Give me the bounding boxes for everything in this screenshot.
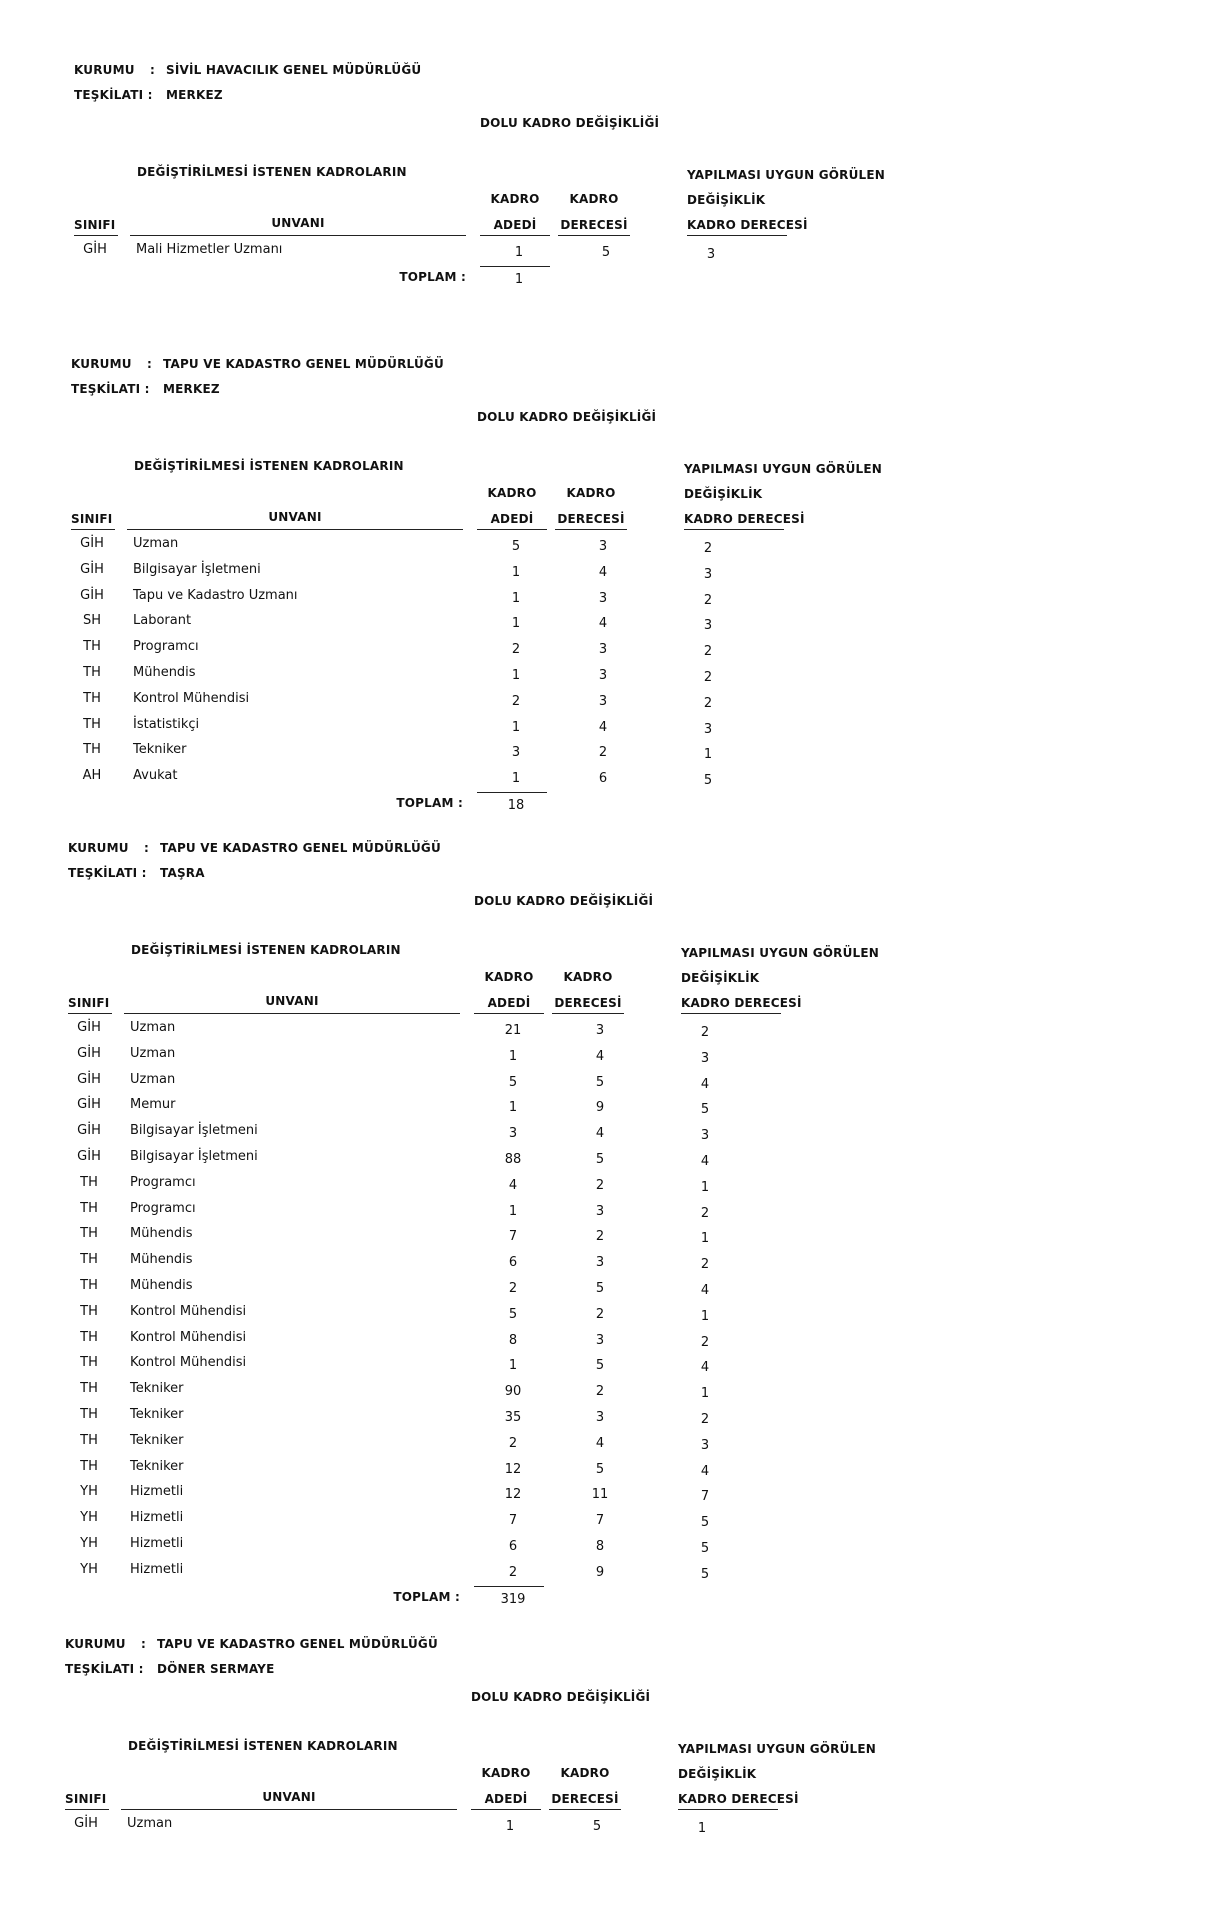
yapilmasi-header: YAPILMASI UYGUN GÖRÜLEN — [681, 946, 880, 960]
kurum-name: SİVİL HAVACILIK GENEL MÜDÜRLÜĞÜ — [166, 63, 422, 77]
yeni-derece-cell: 2 — [703, 541, 713, 556]
sinifi-header: SINIFI — [74, 218, 116, 232]
derece-cell: 2 — [595, 1229, 605, 1245]
kadro-header-adet: KADRO — [487, 486, 537, 500]
sinif-cell: TH — [80, 1226, 98, 1242]
unvan-cell: Tekniker — [130, 1381, 184, 1397]
yeni-derece-cell: 5 — [700, 1541, 710, 1556]
kadro-header-derece: KADRO — [563, 970, 613, 984]
yeni-derece-cell: 1 — [700, 1179, 710, 1195]
adedi-header: ADEDİ — [490, 512, 534, 526]
adet-cell: 1 — [508, 1358, 518, 1374]
degistirilmesi-header: DEĞİŞTİRİLMESİ İSTENEN KADROLARIN — [131, 943, 401, 957]
unvan-cell: Mühendis — [130, 1278, 193, 1293]
derecesi-header: DERECESİ — [560, 218, 628, 232]
yeni-derece-cell: 3 — [706, 247, 716, 262]
yeni-derece-cell: 3 — [700, 1128, 710, 1144]
yeni-derece-cell: 4 — [700, 1463, 710, 1479]
degisiklik-header: DEĞİŞİKLİK — [678, 1767, 757, 1781]
adet-cell: 4 — [508, 1177, 518, 1193]
sinif-cell: GİH — [80, 536, 104, 551]
yeni-derece-cell: 4 — [700, 1076, 710, 1092]
adet-cell: 12 — [504, 1461, 522, 1477]
adet-cell: 90 — [504, 1384, 522, 1400]
unvan-cell: Mühendis — [130, 1252, 193, 1268]
unvan-cell: Uzman — [130, 1071, 176, 1087]
unvan-cell: Hizmetli — [130, 1561, 184, 1577]
adet-cell: 1 — [511, 771, 521, 787]
yeni-derece-cell: 1 — [700, 1308, 710, 1324]
derece-cell: 8 — [595, 1539, 605, 1554]
adet-cell: 3 — [511, 745, 521, 761]
unvan-cell: Mühendis — [130, 1226, 193, 1242]
adedi-underline — [474, 1013, 544, 1014]
unvani-header: UNVANI — [268, 510, 322, 524]
degisiklik-header: DEĞİŞİKLİK — [684, 487, 763, 501]
sinif-cell: GİH — [77, 1045, 101, 1061]
yeni-derece-cell: 2 — [700, 1025, 710, 1040]
sinif-cell: GİH — [83, 242, 107, 257]
sinif-cell: TH — [80, 1432, 98, 1448]
unvan-cell: Kontrol Mühendisi — [133, 690, 250, 706]
yeni-derece-cell: 2 — [703, 592, 713, 608]
sinifi-underline — [71, 529, 115, 530]
toplam-label: TOPLAM : — [393, 1589, 460, 1604]
adet-cell: 21 — [504, 1023, 522, 1038]
sinif-cell: GİH — [77, 1149, 101, 1164]
yeni-derece-cell: 4 — [700, 1283, 710, 1298]
sinif-cell: TH — [80, 1278, 98, 1293]
derece-cell: 4 — [595, 1126, 605, 1142]
adet-cell: 7 — [508, 1229, 518, 1245]
adet-cell: 1 — [511, 564, 521, 580]
yapilmasi-header: YAPILMASI UYGUN GÖRÜLEN — [678, 1742, 877, 1756]
yeni-derece-cell: 3 — [703, 618, 713, 634]
unvan-cell: Mali Hizmetler Uzmanı — [136, 242, 283, 257]
adet-cell: 2 — [508, 1435, 518, 1451]
sinifi-header: SINIFI — [68, 996, 110, 1010]
unvan-cell: Tekniker — [130, 1458, 184, 1474]
kadro-derecesi-header: KADRO DERECESİ — [678, 1792, 799, 1806]
kadro-header-derece: KADRO — [569, 192, 619, 206]
unvan-cell: Programcı — [130, 1174, 196, 1190]
yapilmasi-header: YAPILMASI UYGUN GÖRÜLEN — [687, 168, 886, 182]
adet-cell: 1 — [505, 1819, 515, 1834]
sinifi-underline — [74, 235, 118, 236]
unvani-underline — [124, 1013, 460, 1014]
derece-cell: 11 — [591, 1487, 609, 1503]
yeni-derece-cell: 5 — [700, 1566, 710, 1582]
sinif-cell: TH — [80, 1458, 98, 1474]
degistirilmesi-header: DEĞİŞTİRİLMESİ İSTENEN KADROLARIN — [137, 165, 407, 179]
yeni-derece-cell: 2 — [703, 670, 713, 685]
unvani-underline — [121, 1809, 457, 1810]
adedi-underline — [471, 1809, 541, 1810]
unvan-cell: Kontrol Mühendisi — [130, 1355, 247, 1371]
adet-cell: 1 — [508, 1100, 518, 1116]
yeni-derece-cell: 3 — [700, 1437, 710, 1453]
yeni-derece-cell: 5 — [700, 1102, 710, 1118]
dolu-kadro-title: DOLU KADRO DEĞİŞİKLİĞİ — [477, 410, 657, 424]
sinif-cell: TH — [80, 1200, 98, 1216]
derece-cell: 3 — [595, 1023, 605, 1038]
unvan-cell: Tapu ve Kadastro Uzmanı — [133, 587, 298, 603]
unvan-cell: Kontrol Mühendisi — [130, 1329, 247, 1345]
kurumu-label: KURUMU — [68, 841, 129, 855]
kadro-header-adet: KADRO — [481, 1766, 531, 1780]
teskilati-label: TEŞKİLATI : — [74, 88, 153, 102]
toplam-value: 18 — [507, 798, 525, 813]
kurumu-colon: : — [144, 841, 149, 855]
unvan-cell: Kontrol Mühendisi — [130, 1303, 247, 1319]
teskilati-label: TEŞKİLATI : — [68, 866, 147, 880]
unvani-header: UNVANI — [265, 994, 319, 1008]
derece-cell: 4 — [598, 719, 608, 735]
adet-cell: 1 — [508, 1203, 518, 1219]
sinif-cell: AH — [82, 768, 102, 784]
unvan-cell: Uzman — [133, 536, 179, 551]
yeni-derece-cell: 2 — [700, 1205, 710, 1221]
unvan-cell: Programcı — [133, 639, 199, 655]
derecesi-header: DERECESİ — [557, 512, 625, 526]
sinif-cell: TH — [80, 1329, 98, 1345]
kadro-derecesi-underline — [681, 1013, 781, 1014]
adet-cell: 1 — [514, 245, 524, 260]
adet-cell: 1 — [511, 668, 521, 683]
adet-cell: 1 — [508, 1048, 518, 1064]
adedi-header: ADEDİ — [493, 218, 537, 232]
sinif-cell: TH — [80, 1355, 98, 1371]
unvan-cell: Laborant — [133, 613, 192, 629]
adet-cell: 1 — [511, 590, 521, 606]
yeni-derece-cell: 5 — [700, 1515, 710, 1531]
derece-cell: 3 — [598, 590, 608, 606]
derece-cell: 2 — [595, 1177, 605, 1193]
unvan-cell: İstatistikçi — [133, 716, 200, 732]
yeni-derece-cell: 1 — [700, 1386, 710, 1402]
teskilat-name: TAŞRA — [160, 866, 205, 880]
sinif-cell: TH — [80, 1303, 98, 1319]
dolu-kadro-title: DOLU KADRO DEĞİŞİKLİĞİ — [471, 1690, 651, 1704]
adedi-header: ADEDİ — [487, 996, 531, 1010]
derece-cell: 4 — [595, 1048, 605, 1064]
adet-cell: 6 — [508, 1255, 518, 1271]
kadro-header-adet: KADRO — [484, 970, 534, 984]
yeni-derece-cell: 3 — [703, 721, 713, 737]
teskilati-label: TEŞKİLATI : — [71, 382, 150, 396]
sinif-cell: YH — [80, 1484, 98, 1500]
derece-cell: 4 — [595, 1435, 605, 1451]
toplam-label: TOPLAM : — [399, 269, 466, 284]
derece-cell: 3 — [595, 1255, 605, 1271]
derece-cell: 3 — [595, 1410, 605, 1425]
kurum-name: TAPU VE KADASTRO GENEL MÜDÜRLÜĞÜ — [160, 841, 441, 855]
toplam-value: 1 — [514, 271, 524, 287]
derece-cell: 4 — [598, 564, 608, 580]
sinif-cell: TH — [83, 716, 101, 732]
derece-cell: 9 — [595, 1564, 605, 1580]
kurumu-label: KURUMU — [71, 357, 132, 371]
derece-cell: 5 — [595, 1074, 605, 1090]
derece-cell: 5 — [592, 1819, 602, 1834]
yapilmasi-header: YAPILMASI UYGUN GÖRÜLEN — [684, 462, 883, 476]
sinif-cell: TH — [83, 665, 101, 680]
toplam-underline — [480, 266, 550, 267]
adet-cell: 5 — [508, 1306, 518, 1322]
unvan-cell: Bilgisayar İşletmeni — [130, 1149, 258, 1164]
derece-cell: 3 — [598, 693, 608, 709]
derece-cell: 3 — [598, 668, 608, 683]
sinif-cell: GİH — [74, 1816, 98, 1831]
adedi-underline — [480, 235, 550, 236]
unvan-cell: Tekniker — [133, 742, 187, 758]
unvani-underline — [130, 235, 466, 236]
adet-cell: 2 — [511, 693, 521, 709]
sinifi-underline — [65, 1809, 109, 1810]
adedi-header: ADEDİ — [484, 1792, 528, 1806]
dolu-kadro-title: DOLU KADRO DEĞİŞİKLİĞİ — [474, 894, 654, 908]
derece-cell: 2 — [595, 1306, 605, 1322]
adet-cell: 88 — [504, 1152, 522, 1167]
adet-cell: 12 — [504, 1487, 522, 1503]
yeni-derece-cell: 3 — [703, 566, 713, 582]
kurumu-label: KURUMU — [74, 63, 135, 77]
yeni-derece-cell: 2 — [703, 644, 713, 660]
yeni-derece-cell: 1 — [703, 747, 713, 763]
adet-cell: 2 — [508, 1564, 518, 1580]
kurumu-colon: : — [150, 63, 155, 77]
unvan-cell: Tekniker — [130, 1432, 184, 1448]
kadro-derecesi-underline — [687, 235, 787, 236]
unvan-cell: Hizmetli — [130, 1536, 184, 1551]
adet-cell: 2 — [511, 642, 521, 658]
adet-cell: 5 — [508, 1074, 518, 1090]
derecesi-header: DERECESİ — [551, 1792, 619, 1806]
kadro-header-derece: KADRO — [566, 486, 616, 500]
sinif-cell: GİH — [80, 561, 104, 577]
sinifi-header: SINIFI — [65, 1792, 107, 1806]
kadro-derecesi-underline — [684, 529, 784, 530]
toplam-label: TOPLAM : — [396, 796, 463, 810]
derece-cell: 5 — [595, 1152, 605, 1167]
teskilat-name: DÖNER SERMAYE — [157, 1662, 275, 1676]
yeni-derece-cell: 1 — [700, 1231, 710, 1247]
unvan-cell: Tekniker — [130, 1407, 184, 1422]
derece-cell: 3 — [595, 1332, 605, 1348]
sinif-cell: YH — [80, 1510, 98, 1526]
kurumu-colon: : — [141, 1637, 146, 1651]
sinif-cell: GİH — [80, 587, 104, 603]
unvan-cell: Avukat — [133, 768, 178, 784]
derece-cell: 5 — [595, 1281, 605, 1296]
unvani-header: UNVANI — [262, 1790, 316, 1804]
kurum-name: TAPU VE KADASTRO GENEL MÜDÜRLÜĞÜ — [157, 1637, 438, 1651]
sinif-cell: TH — [83, 742, 101, 758]
kadro-derecesi-underline — [678, 1809, 778, 1810]
kadro-derecesi-header: KADRO DERECESİ — [681, 996, 802, 1010]
derece-cell: 4 — [598, 616, 608, 632]
degistirilmesi-header: DEĞİŞTİRİLMESİ İSTENEN KADROLARIN — [134, 459, 404, 473]
kadro-header-adet: KADRO — [490, 192, 540, 206]
kurum-name: TAPU VE KADASTRO GENEL MÜDÜRLÜĞÜ — [163, 357, 444, 371]
kadro-derecesi-header: KADRO DERECESİ — [684, 512, 805, 526]
yeni-derece-cell: 4 — [700, 1360, 710, 1376]
adet-cell: 5 — [511, 539, 521, 554]
kurumu-colon: : — [147, 357, 152, 371]
derece-cell: 5 — [595, 1358, 605, 1374]
yeni-derece-cell: 7 — [700, 1489, 710, 1505]
adet-cell: 7 — [508, 1513, 518, 1529]
unvani-header: UNVANI — [271, 216, 325, 230]
derece-cell: 3 — [598, 642, 608, 658]
derecesi-underline — [555, 529, 627, 530]
sinifi-header: SINIFI — [71, 512, 113, 526]
sinif-cell: SH — [82, 613, 102, 629]
teskilat-name: MERKEZ — [163, 382, 220, 396]
yeni-derece-cell: 3 — [700, 1050, 710, 1066]
kadro-derecesi-header: KADRO DERECESİ — [687, 218, 808, 232]
adet-cell: 1 — [511, 719, 521, 735]
derece-cell: 5 — [595, 1461, 605, 1477]
unvan-cell: Hizmetli — [130, 1510, 184, 1526]
dolu-kadro-title: DOLU KADRO DEĞİŞİKLİĞİ — [480, 116, 660, 130]
adet-cell: 2 — [508, 1281, 518, 1296]
unvan-cell: Uzman — [130, 1045, 176, 1061]
sinif-cell: TH — [80, 1407, 98, 1422]
derecesi-header: DERECESİ — [554, 996, 622, 1010]
derece-cell: 2 — [595, 1384, 605, 1400]
kurumu-label: KURUMU — [65, 1637, 126, 1651]
sinif-cell: YH — [80, 1536, 98, 1551]
sinif-cell: GİH — [77, 1097, 101, 1113]
teskilat-name: MERKEZ — [166, 88, 223, 102]
yeni-derece-cell: 5 — [703, 773, 713, 789]
yeni-derece-cell: 1 — [697, 1821, 707, 1836]
degisiklik-header: DEĞİŞİKLİK — [687, 193, 766, 207]
yeni-derece-cell: 2 — [700, 1257, 710, 1273]
unvani-underline — [127, 529, 463, 530]
toplam-underline — [477, 792, 547, 793]
yeni-derece-cell: 2 — [700, 1412, 710, 1427]
adet-cell: 35 — [504, 1410, 522, 1425]
derecesi-underline — [549, 1809, 621, 1810]
unvan-cell: Uzman — [127, 1816, 173, 1831]
unvan-cell: Bilgisayar İşletmeni — [130, 1123, 258, 1139]
sinif-cell: GİH — [77, 1020, 101, 1035]
unvan-cell: Programcı — [130, 1200, 196, 1216]
derece-cell: 3 — [598, 539, 608, 554]
derece-cell: 3 — [595, 1203, 605, 1219]
unvan-cell: Bilgisayar İşletmeni — [133, 561, 261, 577]
sinif-cell: GİH — [77, 1123, 101, 1139]
toplam-value: 319 — [500, 1591, 526, 1607]
unvan-cell: Mühendis — [133, 665, 196, 680]
yeni-derece-cell: 4 — [700, 1154, 710, 1169]
toplam-underline — [474, 1586, 544, 1587]
degisiklik-header: DEĞİŞİKLİK — [681, 971, 760, 985]
adedi-underline — [477, 529, 547, 530]
adet-cell: 1 — [511, 616, 521, 632]
sinif-cell: TH — [80, 1252, 98, 1268]
sinifi-underline — [68, 1013, 112, 1014]
sinif-cell: TH — [80, 1381, 98, 1397]
yeni-derece-cell: 2 — [700, 1334, 710, 1350]
adet-cell: 3 — [508, 1126, 518, 1142]
sinif-cell: TH — [83, 639, 101, 655]
derece-cell: 5 — [601, 245, 611, 260]
sinif-cell: TH — [80, 1174, 98, 1190]
sinif-cell: YH — [80, 1561, 98, 1577]
unvan-cell: Memur — [130, 1097, 176, 1113]
degistirilmesi-header: DEĞİŞTİRİLMESİ İSTENEN KADROLARIN — [128, 1739, 398, 1753]
teskilati-label: TEŞKİLATI : — [65, 1662, 144, 1676]
sinif-cell: TH — [83, 690, 101, 706]
derece-cell: 2 — [598, 745, 608, 761]
adet-cell: 8 — [508, 1332, 518, 1348]
derecesi-underline — [558, 235, 630, 236]
derece-cell: 7 — [595, 1513, 605, 1529]
derece-cell: 9 — [595, 1100, 605, 1116]
yeni-derece-cell: 2 — [703, 695, 713, 711]
unvan-cell: Uzman — [130, 1020, 176, 1035]
derece-cell: 6 — [598, 771, 608, 787]
derecesi-underline — [552, 1013, 624, 1014]
adet-cell: 6 — [508, 1539, 518, 1554]
unvan-cell: Hizmetli — [130, 1484, 184, 1500]
kadro-header-derece: KADRO — [560, 1766, 610, 1780]
sinif-cell: GİH — [77, 1071, 101, 1087]
